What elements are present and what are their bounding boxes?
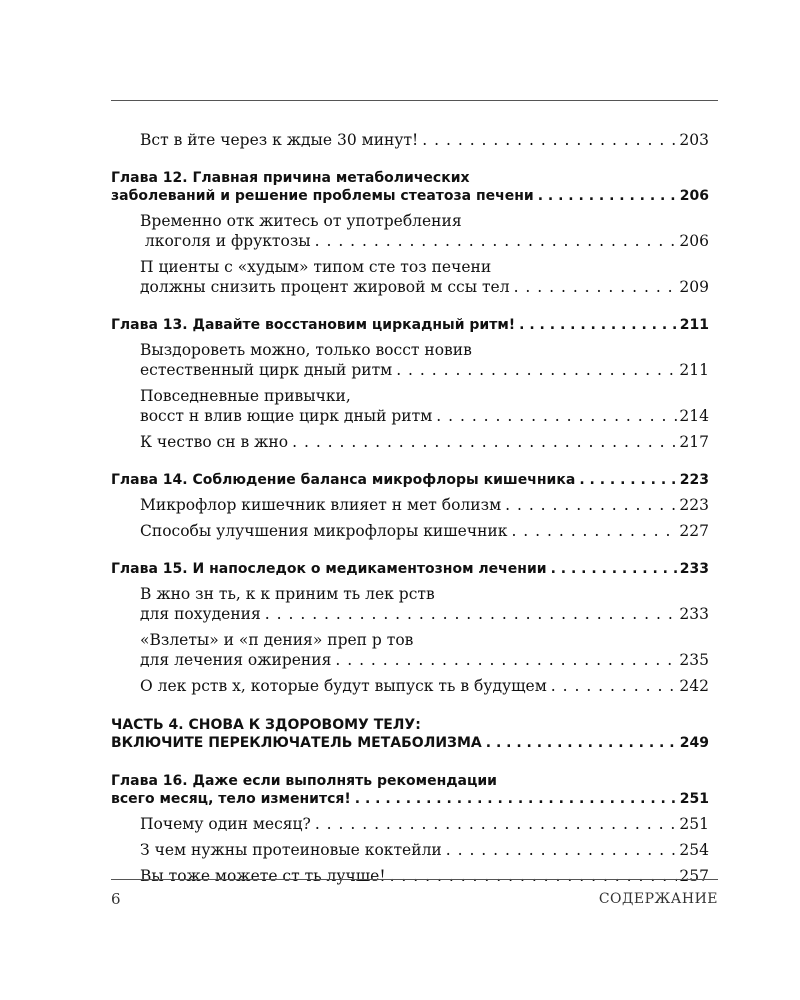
toc-page-number: 206 [679, 232, 709, 250]
toc-section-entry [111, 257, 709, 297]
toc-section-entry [111, 340, 709, 380]
toc-entry-row [140, 495, 709, 515]
toc-entry-title-line: Выздороветь можно, только восст новив [140, 341, 472, 359]
toc-page-number: 211 [679, 361, 709, 379]
toc-entry-row [140, 360, 709, 380]
toc-entry-title: заболеваний и решение проблемы стеатоза печени [111, 188, 534, 204]
toc-entry-row [140, 866, 709, 886]
toc-entry-title: лкоголя и фруктозы [140, 232, 311, 250]
toc-entry-row [111, 790, 709, 808]
toc-entry-title: О лек рств х, которые будут выпуск ть в будущем [140, 677, 547, 695]
toc-dot-leader [551, 560, 678, 578]
toc-chapter-entry [111, 716, 709, 752]
toc-dot-leader [538, 187, 678, 205]
footer-page-number: 6 [111, 890, 121, 908]
toc-dot-leader [551, 676, 678, 696]
header-rule [111, 100, 718, 101]
toc-entry-row [140, 650, 709, 670]
toc-dot-leader [579, 471, 677, 489]
toc-entry-title: Способы улучшения микрофлоры кишечник [140, 522, 508, 540]
toc-page-number: 203 [679, 131, 709, 149]
toc-dot-leader [511, 521, 677, 541]
toc-chapter-entry [111, 560, 709, 578]
toc-entry-title: Глава 14. Соблюдение баланса микрофлоры кишечника [111, 472, 576, 488]
toc-page-number: 211 [679, 317, 709, 333]
toc-page-number: 235 [679, 651, 709, 669]
toc-page-number: 217 [679, 433, 709, 451]
toc-entry-title: З чем нужны протеиновые коктейли [140, 841, 442, 859]
toc-entry-title: Микрофлор кишечник влияет н мет болизм [140, 496, 502, 514]
toc-page-number: 209 [679, 278, 709, 296]
toc-entry-title: Глава 15. И напоследок о медикаментозном лечении [111, 561, 547, 577]
toc-section-entry [111, 130, 709, 150]
toc-chapter-entry [111, 316, 709, 334]
toc-entry-title-line: ЧАСТЬ 4. СНОВА К ЗДОРОВОМУ ТЕЛУ: [111, 717, 421, 733]
toc-entry-row [140, 814, 709, 834]
toc-page-number: 251 [679, 815, 709, 833]
table-of-contents [111, 130, 709, 886]
toc-entry-row [140, 676, 709, 696]
toc-page-number: 206 [679, 188, 709, 204]
toc-section-entry [111, 630, 709, 670]
footer-rule [111, 879, 718, 880]
toc-entry-row [140, 406, 709, 426]
toc-section-entry [111, 432, 709, 452]
footer-section-label: СОДЕРЖАНИЕ [598, 891, 718, 907]
toc-dot-leader [514, 277, 678, 297]
toc-dot-leader [265, 604, 678, 624]
toc-section-entry [111, 386, 709, 426]
toc-dot-leader [390, 866, 678, 886]
toc-entry-row [111, 734, 709, 752]
toc-entry-row [140, 432, 709, 452]
toc-entry-row [111, 560, 709, 578]
toc-entry-title: Глава 13. Давайте восстановим циркадный ритм! [111, 317, 516, 333]
toc-entry-title: естественный цирк дный ритм [140, 361, 393, 379]
toc-page-number: 233 [679, 605, 709, 623]
toc-entry-title-line: Временно отк житесь от употребления [140, 212, 462, 230]
toc-entry-title: Вы тоже можете ст ть лучше! [140, 867, 386, 885]
toc-section-entry [111, 521, 709, 541]
toc-section-entry [111, 495, 709, 515]
toc-entry-title: К чество сн в жно [140, 433, 289, 451]
toc-dot-leader [519, 316, 678, 334]
toc-entry-title: восст н влив ющие цирк дный ритм [140, 407, 433, 425]
toc-entry-title: Почему один месяц? [140, 815, 311, 833]
toc-dot-leader [422, 130, 677, 150]
toc-chapter-entry [111, 772, 709, 808]
toc-entry-title: для похудения [140, 605, 261, 623]
toc-entry-title-line: Повседневные привычки, [140, 387, 351, 405]
toc-entry-row [140, 521, 709, 541]
toc-entry-row [140, 231, 709, 251]
toc-dot-leader [486, 734, 678, 752]
toc-entry-title-line: Глава 16. Даже если выполнять рекомендации [111, 773, 497, 789]
toc-dot-leader [292, 432, 677, 452]
toc-page-number: 233 [679, 561, 709, 577]
toc-entry-row [140, 277, 709, 297]
toc-dot-leader [315, 231, 678, 251]
toc-page-number: 254 [679, 841, 709, 859]
toc-entry-title: ВКЛЮЧИТЕ ПЕРЕКЛЮЧАТЕЛЬ МЕТАБОЛИЗМА [111, 735, 482, 751]
toc-entry-row [111, 187, 709, 205]
toc-chapter-entry [111, 471, 709, 489]
toc-entry-title-line: П циенты с «худым» типом сте тоз печени [140, 258, 492, 276]
toc-page-number: 227 [679, 522, 709, 540]
toc-entry-row [111, 471, 709, 489]
toc-dot-leader [396, 360, 677, 380]
toc-chapter-entry [111, 169, 709, 205]
toc-entry-title: для лечения ожирения [140, 651, 332, 669]
toc-page-number: 214 [679, 407, 709, 425]
toc-section-entry [111, 866, 709, 886]
toc-entry-title-line: В жно зн ть, к к приним ть лек рств [140, 585, 435, 603]
toc-page-number: 223 [679, 496, 709, 514]
toc-entry-row [140, 130, 709, 150]
toc-section-entry [111, 676, 709, 696]
toc-entry-title-line: «Взлеты» и «п дения» преп р тов [140, 631, 414, 649]
toc-dot-leader [446, 840, 678, 860]
toc-dot-leader [436, 406, 677, 426]
toc-section-entry [111, 840, 709, 860]
toc-entry-title: всего месяц, тело изменится! [111, 791, 351, 807]
toc-entry-title-line: Глава 12. Главная причина метаболических [111, 170, 470, 186]
toc-entry-row [140, 840, 709, 860]
toc-section-entry [111, 584, 709, 624]
toc-dot-leader [315, 814, 678, 834]
toc-entry-row [140, 604, 709, 624]
toc-dot-leader [505, 495, 677, 515]
toc-entry-title: Вст в йте через к ждые 30 минут! [140, 131, 419, 149]
toc-page-number: 249 [679, 735, 709, 751]
toc-page-number: 257 [679, 867, 709, 885]
toc-dot-leader [335, 650, 677, 670]
toc-entry-title: должны снизить процент жировой м ссы тел [140, 278, 510, 296]
toc-entry-row [111, 316, 709, 334]
toc-page-number: 223 [679, 472, 709, 488]
toc-page-number: 242 [679, 677, 709, 695]
toc-section-entry [111, 211, 709, 251]
toc-dot-leader [355, 790, 678, 808]
toc-section-entry [111, 814, 709, 834]
toc-page-number: 251 [679, 791, 709, 807]
